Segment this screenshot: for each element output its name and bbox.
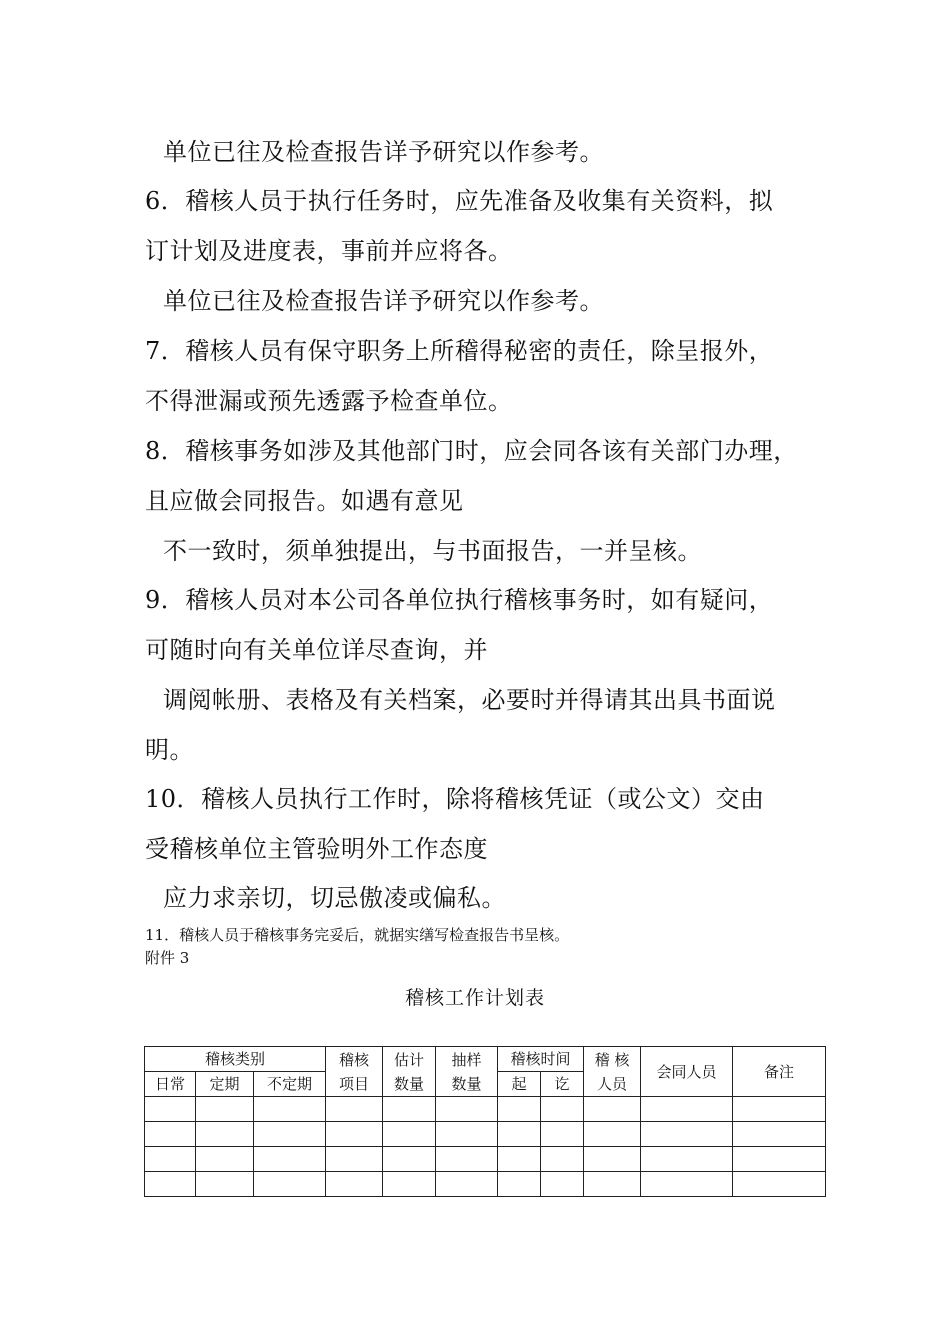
irregular-header: 不定期 [254,1072,326,1097]
body-line: 不一致时，须单独提出，与书面报告，一并呈核。 [163,537,702,565]
sample-header: 抽样 数量 [436,1047,498,1097]
table-cell [383,1122,436,1147]
table-cell [541,1122,584,1147]
body-line: 可随时向有关单位详尽查询，并 [145,636,488,664]
body-line: 6．稽核人员于执行任务时，应先准备及收集有关资料，拟 [145,187,774,215]
table-cell [326,1122,383,1147]
table-cell [733,1147,826,1172]
table-cell [383,1097,436,1122]
item-11: 11．稽核人员于稽核事务完妥后，就据实缮写检查报告书呈核。 [145,926,570,944]
table-cell [498,1122,541,1147]
table-cell [326,1147,383,1172]
table-cell [498,1147,541,1172]
table-cell [254,1147,326,1172]
table-cell [733,1172,826,1197]
start-header: 起 [498,1072,541,1097]
category-group-header: 稽核类别 [145,1047,326,1072]
table-cell [584,1122,641,1147]
staff-header: 稽 核 人员 [584,1047,641,1097]
table-cell [196,1147,254,1172]
remarks-header: 备注 [733,1047,826,1097]
table-cell [145,1147,196,1172]
table-cell [498,1172,541,1197]
table-cell [436,1172,498,1197]
table-cell [196,1097,254,1122]
body-line: 应力求亲切，切忌傲凌或偏私。 [163,884,506,912]
body-line: 且应做会同报告。如遇有意见 [145,487,464,515]
table-row [145,1122,826,1147]
table-cell [326,1172,383,1197]
table-cell [733,1122,826,1147]
body-line: 受稽核单位主管验明外工作态度 [145,835,488,863]
table-row [145,1147,826,1172]
table-cell [145,1172,196,1197]
table-cell [498,1097,541,1122]
audit-plan-table [144,1046,826,1197]
body-line: 9．稽核人员对本公司各单位执行稽核事务时，如有疑问， [145,586,774,614]
table-cell [541,1147,584,1172]
table-cell [254,1097,326,1122]
table-cell [641,1122,733,1147]
end-header: 讫 [541,1072,584,1097]
table-cell [326,1097,383,1122]
table-cell [196,1122,254,1147]
body-line: 10．稽核人员执行工作时，除将稽核凭证（或公文）交由 [145,785,765,813]
table-cell [541,1097,584,1122]
table-cell [584,1097,641,1122]
regular-header: 定期 [196,1072,254,1097]
table-cell [196,1172,254,1197]
attachment-label: 附件 3 [145,949,190,967]
table-cell [541,1172,584,1197]
table-cell [641,1147,733,1172]
table-cell [383,1172,436,1197]
table-cell [641,1097,733,1122]
body-line: 单位已往及检查报告详予研究以作参考。 [163,287,604,315]
table-cell [145,1097,196,1122]
body-line: 单位已往及检查报告详予研究以作参考。 [163,138,604,166]
table-cell [584,1172,641,1197]
table-cell [641,1172,733,1197]
table-title: 稽核工作计划表 [404,987,545,1009]
body-line: 7．稽核人员有保守职务上所稽得秘密的责任，除呈报外， [145,337,774,365]
table-cell [584,1147,641,1172]
table-cell [733,1097,826,1122]
time-group-header: 稽核时间 [498,1047,584,1072]
estimate-header: 估计 数量 [383,1047,436,1097]
body-line: 订计划及进度表，事前并应将各。 [145,237,513,265]
table-cell [254,1172,326,1197]
table-row [145,1172,826,1197]
item-header: 稽核 项目 [326,1047,383,1097]
body-line: 明。 [145,736,194,764]
table-cell [145,1122,196,1147]
body-line: 不得泄漏或预先透露予检查单位。 [145,387,513,415]
table-cell [254,1122,326,1147]
joint-staff-header: 会同人员 [641,1047,733,1097]
table-cell [436,1122,498,1147]
table-row [145,1097,826,1122]
daily-header: 日常 [145,1072,196,1097]
table-cell [383,1147,436,1172]
body-line: 调阅帐册、表格及有关档案，必要时并得请其出具书面说 [163,686,776,714]
table-cell [436,1097,498,1122]
body-line: 8．稽核事务如涉及其他部门时，应会同各该有关部门办理， [145,437,798,465]
header-row-1 [145,1047,826,1072]
table-cell [436,1147,498,1172]
